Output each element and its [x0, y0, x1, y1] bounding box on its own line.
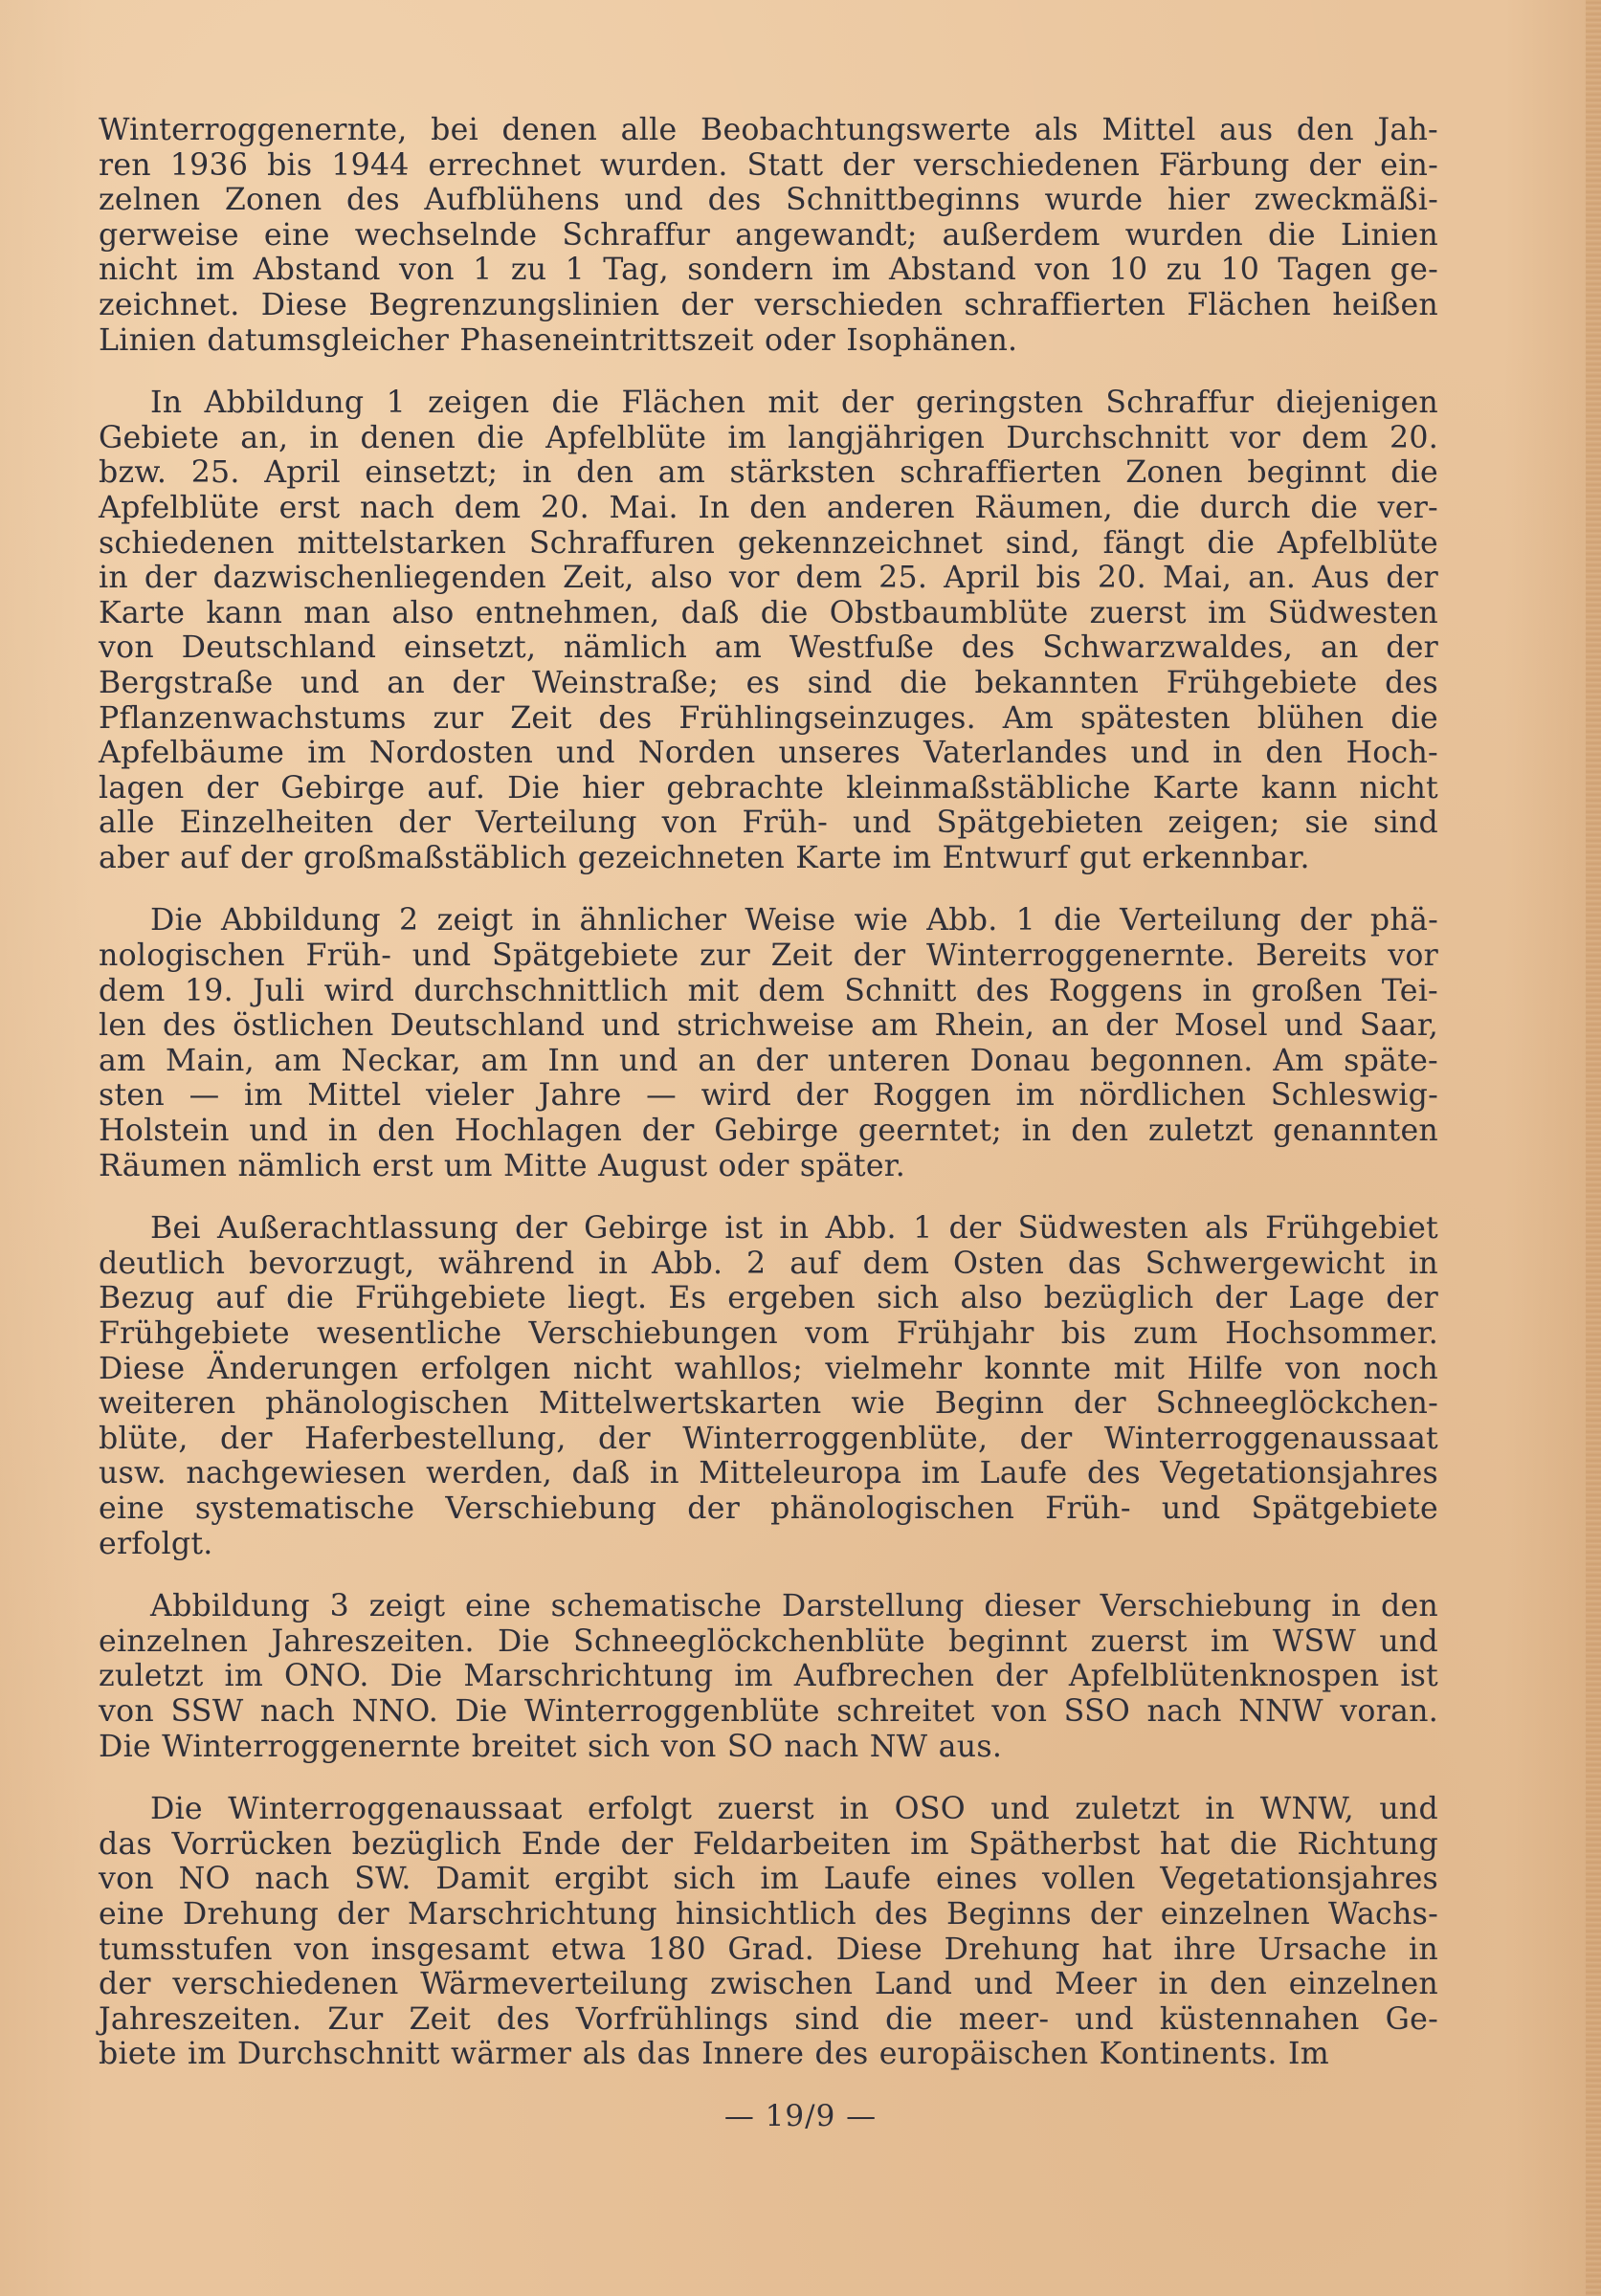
text-line: schiedenen mittelstarken Schraffuren gekennzeichnet sind, fängt die Apfelblüte	[99, 525, 1438, 561]
text-line: Jahreszeiten. Zur Zeit des Vorfrühlings sind die meer- und küstennahen Ge-	[99, 2001, 1438, 2037]
text-line: usw. nachgewiesen werden, daß in Mitteleuropa im Laufe des Vegetationsjahres	[99, 1456, 1438, 1491]
text-line: Winterroggenernte, bei denen alle Beobachtungswerte als Mittel aus den Jah-	[99, 113, 1438, 147]
text-line: Frühgebiete wesentliche Verschiebungen vom Frühjahr bis zum Hochsommer.	[99, 1316, 1438, 1351]
paragraph	[99, 1589, 1438, 1764]
text-line: Apfelblüte erst nach dem 20. Mai. In den anderen Räumen, die durch die ver-	[99, 490, 1438, 525]
paragraph	[99, 113, 1438, 358]
text-line: der verschiedenen Wärmeverteilung zwischen Land und Meer in den einzelnen	[99, 1967, 1438, 2002]
page-edge	[1586, 0, 1601, 2296]
text-line: sten — im Mittel vieler Jahre — wird der Roggen im nördlichen Schleswig-	[99, 1078, 1438, 1114]
paragraph	[99, 1211, 1438, 1561]
text-line: einzelnen Jahreszeiten. Die Schneeglöckchenblüte beginnt zuerst im WSW und	[99, 1623, 1438, 1659]
text-line: Holstein und in den Hochlagen der Gebirge geerntet; in den zuletzt genannten	[99, 1114, 1438, 1149]
text-line: das Vorrücken bezüglich Ende der Feldarbeiten im Spätherbst hat die Richtung	[99, 1826, 1438, 1862]
text-line: eine Drehung der Marschrichtung hinsichtlich des Beginns der einzelnen Wachs-	[99, 1896, 1438, 1932]
text-line: aber auf der großmaßstäblich gezeichneten Karte im Entwurf gut erkennbar.	[99, 840, 1310, 875]
text-line: zeichnet. Diese Begrenzungslinien der verschieden schraffierten Flächen heißen	[99, 287, 1438, 322]
text-line: Pflanzenwachstums zur Zeit des Frühlingseinzuges. Am spätesten blühen die	[99, 700, 1438, 736]
text-line: von Deutschland einsetzt, nämlich am Westfuße des Schwarzwaldes, an der	[99, 630, 1438, 666]
text-line: deutlich bevorzugt, während in Abb. 2 auf dem Osten das Schwergewicht in	[99, 1246, 1438, 1281]
text-line: Die Winterroggenernte breitet sich von SO nach NW aus.	[99, 1729, 1003, 1764]
text-line: Bezug auf die Frühgebiete liegt. Es ergeben sich also bezüglich der Lage der	[99, 1281, 1438, 1316]
text-line: blüte, der Haferbestellung, der Winterroggenblüte, der Winterroggenaussaat	[99, 1421, 1438, 1456]
text-line: len des östlichen Deutschland und strichweise am Rhein, an der Mosel und Saar,	[99, 1008, 1438, 1044]
text-line: Karte kann man also entnehmen, daß die Obstbaumblüte zuerst im Südwesten	[99, 595, 1438, 630]
text-line: alle Einzelheiten der Verteilung von Früh- und Spätgebieten zeigen; sie sind	[99, 806, 1438, 841]
text-line: Apfelbäume im Nordosten und Norden unseres Vaterlandes und in den Hoch-	[99, 736, 1438, 771]
paragraph	[99, 386, 1438, 875]
text-line: zuletzt im ONO. Die Marschrichtung im Aufbrechen der Apfelblütenknospen ist	[99, 1659, 1438, 1694]
text-line: von SSW nach NNO. Die Winterroggenblüte schreitet von SSO nach NNW voran.	[99, 1693, 1438, 1729]
text-line: Bergstraße und an der Weinstraße; es sind die bekannten Frühgebiete des	[99, 665, 1438, 700]
text-line: nologischen Früh- und Spätgebiete zur Zeit der Winterroggenernte. Bereits vor	[99, 938, 1438, 974]
text-line: Die Abbildung 2 zeigt in ähnlicher Weise wie Abb. 1 die Verteilung der phä-	[150, 903, 1438, 938]
text-line: lagen der Gebirge auf. Die hier gebrachte kleinmaßstäbliche Karte kann nicht	[99, 770, 1438, 806]
text-line: am Main, am Neckar, am Inn und an der unteren Donau begonnen. Am späte-	[99, 1043, 1438, 1078]
text-line: von NO nach SW. Damit ergibt sich im Laufe eines vollen Vegetationsjahres	[99, 1862, 1438, 1897]
text-line: Räumen nämlich erst um Mitte August oder später.	[99, 1148, 905, 1183]
text-line: erfolgt.	[99, 1526, 213, 1561]
text-line: dem 19. Juli wird durchschnittlich mit dem Schnitt des Roggens in großen Tei-	[99, 973, 1438, 1008]
text-line: In Abbildung 1 zeigen die Flächen mit der geringsten Schraffur diejenigen	[150, 386, 1438, 421]
text-line: Diese Änderungen erfolgen nicht wahllos; vielmehr konnte mit Hilfe von noch	[99, 1351, 1438, 1386]
text-line: eine systematische Verschiebung der phänologischen Früh- und Spätgebiete	[99, 1490, 1438, 1526]
text-line: biete im Durchschnitt wärmer als das Innere des europäischen Kontinents. Im	[99, 2037, 1329, 2072]
text-line: Bei Außerachtlassung der Gebirge ist in Abb. 1 der Südwesten als Frühgebiet	[150, 1211, 1438, 1247]
text-line: weiteren phänologischen Mittelwertskarten wie Beginn der Schneeglöckchen-	[99, 1386, 1438, 1422]
text-line: Abbildung 3 zeigt eine schematische Darstellung dieser Verschiebung in den	[150, 1589, 1438, 1624]
text-line: Die Winterroggenaussaat erfolgt zuerst in OSO und zuletzt in WNW, und	[150, 1792, 1438, 1827]
text-line: gerweise eine wechselnde Schraffur angewandt; außerdem wurden die Linien	[99, 217, 1438, 253]
text-line: Gebiete an, in denen die Apfelblüte im langjährigen Durchschnitt vor dem 20.	[99, 420, 1438, 455]
body-text	[99, 113, 1438, 2100]
text-line: in der dazwischenliegenden Zeit, also vor dem 25. April bis 20. Mai, an. Aus der	[99, 561, 1438, 596]
paragraph	[99, 903, 1438, 1183]
text-line: tumsstufen von insgesamt etwa 180 Grad. Diese Drehung hat ihre Ursache in	[99, 1932, 1438, 1967]
text-line: Linien datumsgleicher Phaseneintrittszeit oder Isophänen.	[99, 322, 1018, 358]
text-line: nicht im Abstand von 1 zu 1 Tag, sondern im Abstand von 10 zu 10 Tagen ge-	[99, 253, 1438, 288]
text-line: ren 1936 bis 1944 errechnet wurden. Statt der verschiedenen Färbung der ein-	[99, 147, 1438, 183]
text-line: bzw. 25. April einsetzt; in den am stärksten schraffierten Zonen beginnt die	[99, 455, 1438, 491]
page-number: — 19/9 —	[723, 2099, 878, 2133]
paragraph	[99, 1792, 1438, 2072]
text-line: zelnen Zonen des Aufblühens und des Schnittbeginns wurde hier zweckmäßi-	[99, 183, 1438, 218]
